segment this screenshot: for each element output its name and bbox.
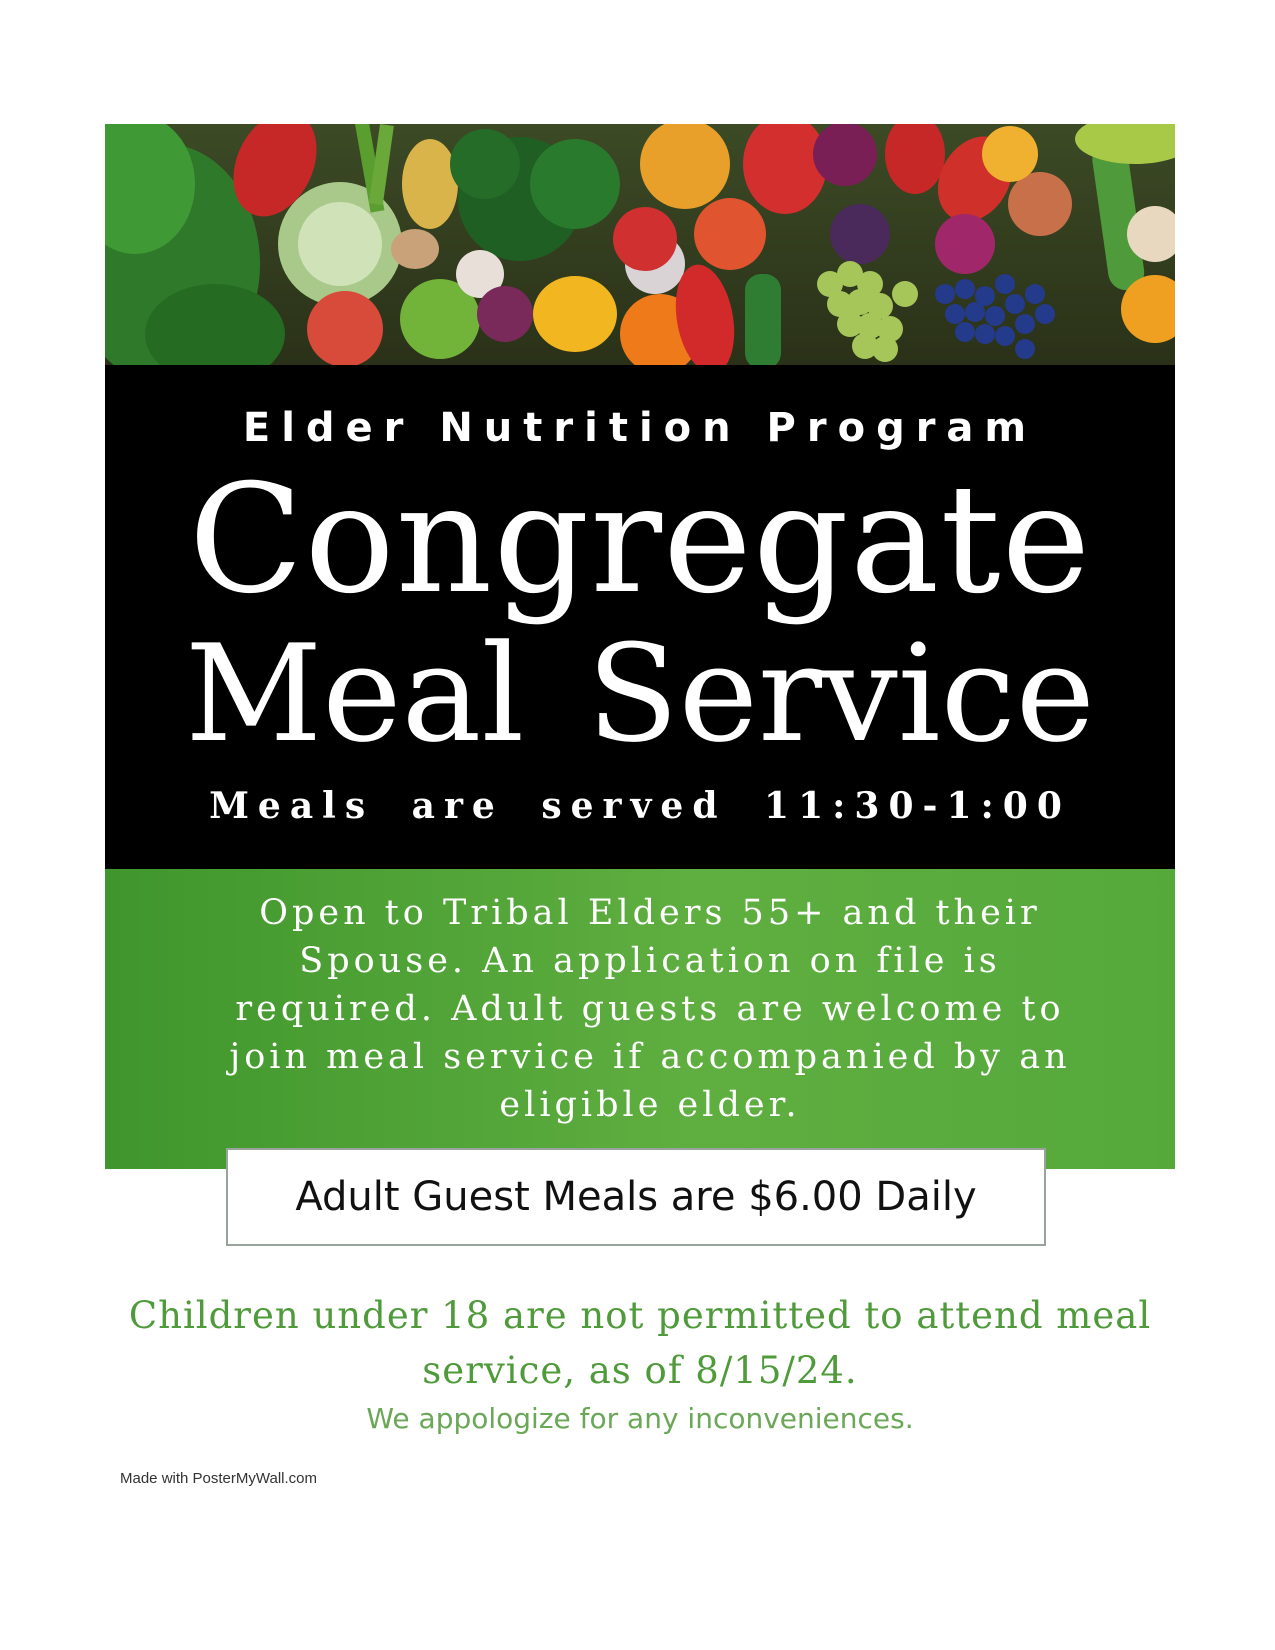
headline-line-1: Congregate <box>188 453 1092 627</box>
poster-credit: Made with PosterMyWall.com <box>120 1470 317 1487</box>
guest-price-box: Adult Guest Meals are $6.00 Daily <box>226 1148 1046 1246</box>
program-name: Elder Nutrition Program <box>242 405 1038 451</box>
vegetables-photo <box>105 124 1175 365</box>
headline-line-2: Meal Service <box>185 616 1095 772</box>
children-notice: Children under 18 are not permitted to attend meal service, as of 8/15/24. <box>128 1294 1152 1392</box>
apology-text: We appologize for any inconveniences. <box>366 1402 914 1435</box>
vegetables-icon <box>105 124 1175 365</box>
eligibility-panel <box>105 869 1175 1169</box>
eligibility-text: Open to Tribal Elders 55+ and their Spouse. An application on file is required. Adult guests are welcome to join meal service if accompanied by an eligible elder. <box>229 893 1071 1125</box>
title-panel <box>105 365 1175 869</box>
service-hours: Meals are served 11:30-1:00 <box>209 785 1071 827</box>
poster <box>105 124 1175 1169</box>
